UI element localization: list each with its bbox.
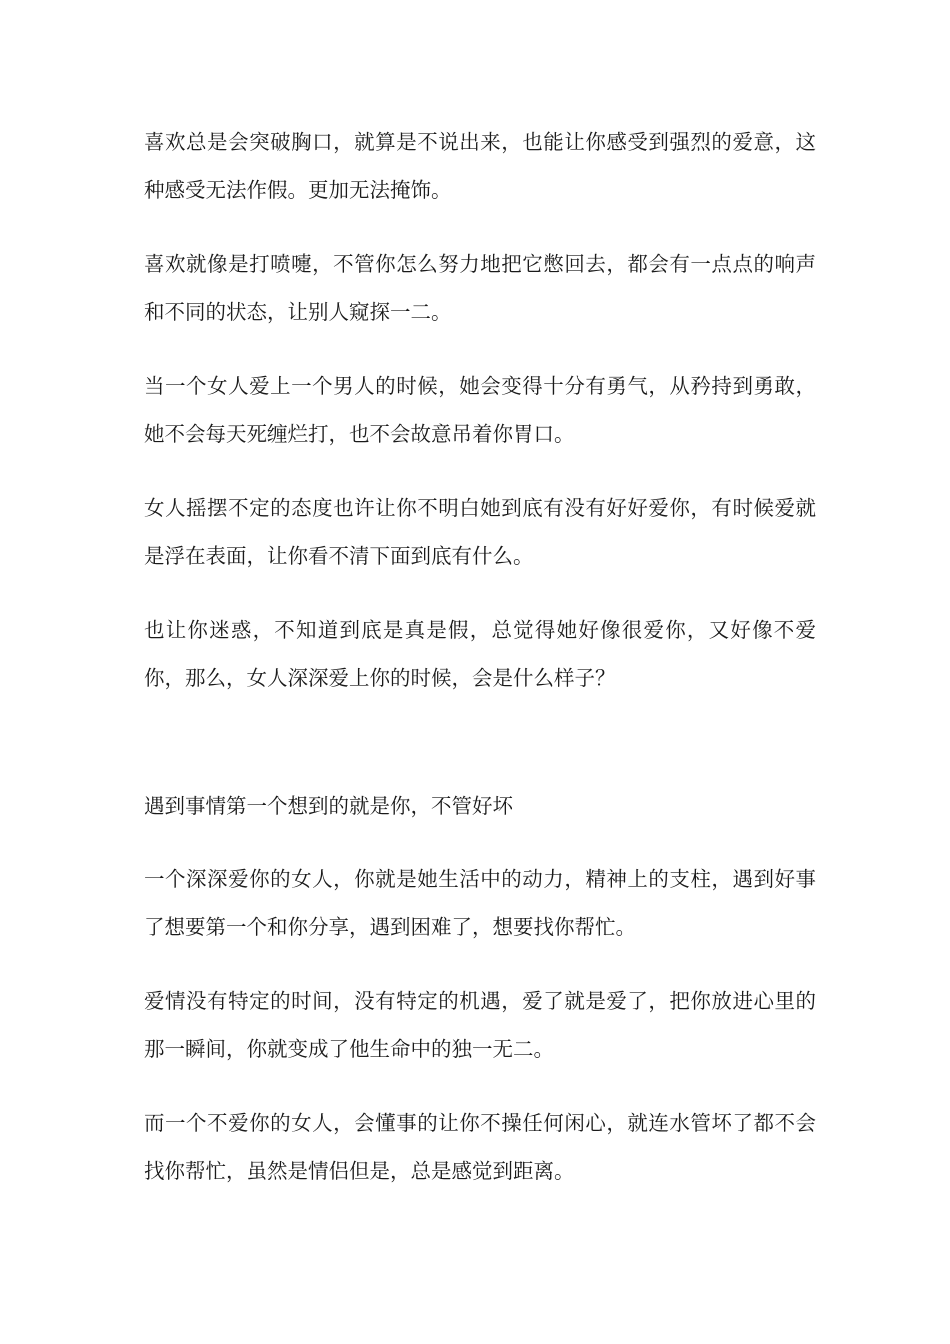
intro-paragraph-2: 喜欢就像是打喷嚏，不管你怎么努力地把它憋回去，都会有一点点的响声和不同的状态，让别人窥探一二。 — [144, 252, 816, 324]
intro-paragraph-1: 喜欢总是会突破胸口，就算是不说出来，也能让你感受到强烈的爱意，这种感受无法作假。更加无法掩饰。 — [144, 130, 816, 202]
section-paragraph-1: 一个深深爱你的女人，你就是她生活中的动力，精神上的支柱，遇到好事了想要第一个和你分享，遇到困难了，想要找你帮忙。 — [144, 867, 816, 939]
intro-paragraph-5: 也让你迷惑，不知道到底是真是假，总觉得她好像很爱你，又好像不爱你，那么，女人深深爱上你的时候，会是什么样子？ — [144, 618, 816, 690]
section-paragraph-3: 而一个不爱你的女人，会懂事的让你不操任何闲心，就连水管坏了都不会找你帮忙，虽然是情侣但是，总是感觉到距离。 — [144, 1111, 816, 1183]
section-paragraph-2: 爱情没有特定的时间，没有特定的机遇，爱了就是爱了，把你放进心里的那一瞬间，你就变成了他生命中的独一无二。 — [144, 989, 816, 1061]
intro-paragraph-3: 当一个女人爱上一个男人的时候，她会变得十分有勇气，从矜持到勇敢，她不会每天死缠烂打，也不会故意吊着你胃口。 — [144, 374, 816, 446]
section-heading: 遇到事情第一个想到的就是你，不管好坏 — [144, 794, 513, 818]
intro-paragraph-4: 女人摇摆不定的态度也许让你不明白她到底有没有好好爱你，有时候爱就是浮在表面，让你看不清下面到底有什么。 — [144, 496, 816, 568]
document-body — [144, 118, 816, 1221]
